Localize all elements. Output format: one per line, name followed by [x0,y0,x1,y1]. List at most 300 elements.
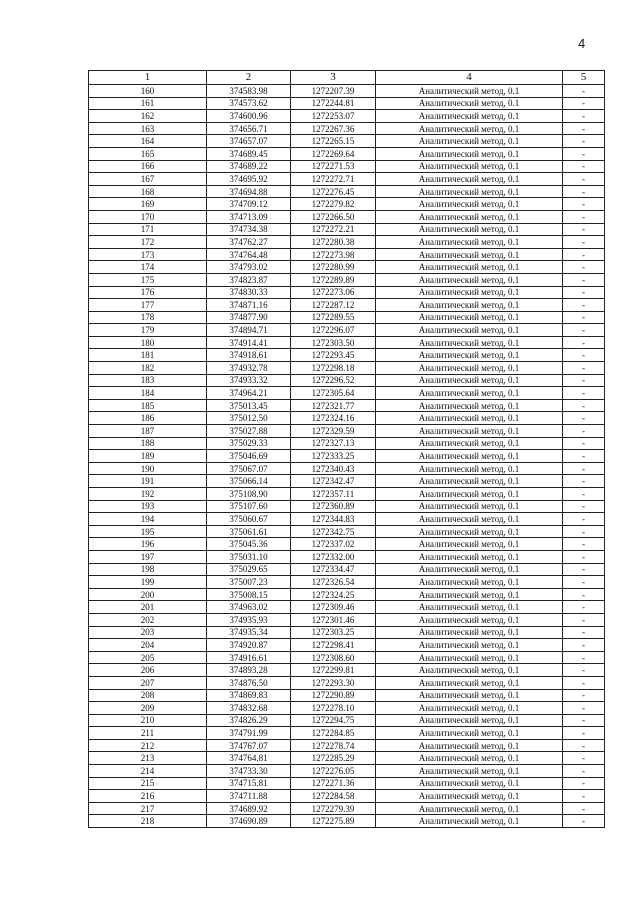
y-coordinate-cell: 1272284.85 [291,727,376,740]
x-coordinate-cell: 375046.69 [207,450,291,463]
point-number-cell: 177 [89,299,207,312]
method-cell: Аналитический метод, 0.1 [376,777,563,790]
method-cell: Аналитический метод, 0.1 [376,122,563,135]
x-coordinate-cell: 375066.14 [207,475,291,488]
method-cell: Аналитический метод, 0.1 [376,664,563,677]
method-cell: Аналитический метод, 0.1 [376,790,563,803]
point-number-cell: 218 [89,815,207,828]
note-cell: - [563,714,605,727]
table-row [89,525,605,538]
table-row [89,815,605,828]
y-coordinate-cell: 1272269.64 [291,147,376,160]
x-coordinate-cell: 374793.02 [207,261,291,274]
point-number-cell: 214 [89,765,207,778]
x-coordinate-cell: 374689.92 [207,802,291,815]
y-coordinate-cell: 1272357.11 [291,488,376,501]
table-row [89,336,605,349]
x-coordinate-cell: 375107.60 [207,500,291,513]
note-cell: - [563,475,605,488]
x-coordinate-cell: 374871.16 [207,299,291,312]
x-coordinate-cell: 374791.99 [207,727,291,740]
y-coordinate-cell: 1272280.99 [291,261,376,274]
note-cell: - [563,311,605,324]
method-cell: Аналитический метод, 0.1 [376,286,563,299]
method-cell: Аналитический метод, 0.1 [376,513,563,526]
note-cell: - [563,550,605,563]
point-number-cell: 183 [89,374,207,387]
point-number-cell: 204 [89,639,207,652]
header-col-2: 2 [207,71,291,85]
x-coordinate-cell: 374823.87 [207,273,291,286]
method-cell: Аналитический метод, 0.1 [376,752,563,765]
y-coordinate-cell: 1272305.64 [291,387,376,400]
method-cell: Аналитический метод, 0.1 [376,475,563,488]
table-row [89,248,605,261]
x-coordinate-cell: 374932.78 [207,362,291,375]
point-number-cell: 176 [89,286,207,299]
x-coordinate-cell: 374690.89 [207,815,291,828]
y-coordinate-cell: 1272324.16 [291,412,376,425]
table-row [89,85,605,98]
table-row [89,437,605,450]
method-cell: Аналитический метод, 0.1 [376,248,563,261]
point-number-cell: 192 [89,488,207,501]
y-coordinate-cell: 1272337.02 [291,538,376,551]
note-cell: - [563,651,605,664]
point-number-cell: 171 [89,223,207,236]
y-coordinate-cell: 1272278.10 [291,702,376,715]
x-coordinate-cell: 375060.67 [207,513,291,526]
x-coordinate-cell: 374964.21 [207,387,291,400]
y-coordinate-cell: 1272340.43 [291,462,376,475]
point-number-cell: 197 [89,550,207,563]
table-row [89,450,605,463]
note-cell: - [563,248,605,261]
x-coordinate-cell: 375031.10 [207,550,291,563]
point-number-cell: 181 [89,349,207,362]
method-cell: Аналитический метод, 0.1 [376,727,563,740]
table-row [89,299,605,312]
note-cell: - [563,110,605,123]
x-coordinate-cell: 375067.07 [207,462,291,475]
note-cell: - [563,374,605,387]
table-row [89,362,605,375]
table-row [89,664,605,677]
x-coordinate-cell: 375012.50 [207,412,291,425]
x-coordinate-cell: 375061.61 [207,525,291,538]
table-row [89,97,605,110]
table-row [89,399,605,412]
table-row [89,387,605,400]
table-row [89,739,605,752]
x-coordinate-cell: 374935.93 [207,613,291,626]
x-coordinate-cell: 374694.88 [207,185,291,198]
x-coordinate-cell: 375029.33 [207,437,291,450]
y-coordinate-cell: 1272309.46 [291,601,376,614]
y-coordinate-cell: 1272293.30 [291,676,376,689]
y-coordinate-cell: 1272266.50 [291,210,376,223]
x-coordinate-cell: 374764.48 [207,248,291,261]
y-coordinate-cell: 1272360.89 [291,500,376,513]
x-coordinate-cell: 374711.88 [207,790,291,803]
point-number-cell: 213 [89,752,207,765]
point-number-cell: 172 [89,236,207,249]
point-number-cell: 215 [89,777,207,790]
x-coordinate-cell: 374657.07 [207,135,291,148]
note-cell: - [563,500,605,513]
note-cell: - [563,450,605,463]
note-cell: - [563,563,605,576]
x-coordinate-cell: 374689.45 [207,147,291,160]
note-cell: - [563,601,605,614]
point-number-cell: 170 [89,210,207,223]
method-cell: Аналитический метод, 0.1 [376,349,563,362]
table-row [89,588,605,601]
note-cell: - [563,147,605,160]
y-coordinate-cell: 1272303.50 [291,336,376,349]
y-coordinate-cell: 1272267.36 [291,122,376,135]
note-cell: - [563,664,605,677]
table-row [89,223,605,236]
y-coordinate-cell: 1272308.60 [291,651,376,664]
point-number-cell: 163 [89,122,207,135]
y-coordinate-cell: 1272272.71 [291,173,376,186]
point-number-cell: 198 [89,563,207,576]
header-col-1: 1 [89,71,207,85]
table-row [89,110,605,123]
point-number-cell: 162 [89,110,207,123]
method-cell: Аналитический метод, 0.1 [376,714,563,727]
table-row [89,135,605,148]
note-cell: - [563,790,605,803]
method-cell: Аналитический метод, 0.1 [376,765,563,778]
x-coordinate-cell: 374764.81 [207,752,291,765]
y-coordinate-cell: 1272289.89 [291,273,376,286]
point-number-cell: 189 [89,450,207,463]
x-coordinate-cell: 374963.02 [207,601,291,614]
point-number-cell: 184 [89,387,207,400]
note-cell: - [563,639,605,652]
method-cell: Аналитический метод, 0.1 [376,450,563,463]
y-coordinate-cell: 1272333.25 [291,450,376,463]
note-cell: - [563,802,605,815]
table-row [89,412,605,425]
method-cell: Аналитический метод, 0.1 [376,815,563,828]
note-cell: - [563,97,605,110]
point-number-cell: 199 [89,576,207,589]
method-cell: Аналитический метод, 0.1 [376,500,563,513]
table-row [89,147,605,160]
point-number-cell: 217 [89,802,207,815]
y-coordinate-cell: 1272244.81 [291,97,376,110]
note-cell: - [563,85,605,98]
note-cell: - [563,286,605,299]
y-coordinate-cell: 1272289.55 [291,311,376,324]
method-cell: Аналитический метод, 0.1 [376,588,563,601]
point-number-cell: 209 [89,702,207,715]
table-row [89,727,605,740]
table-row [89,425,605,438]
method-cell: Аналитический метод, 0.1 [376,173,563,186]
point-number-cell: 187 [89,425,207,438]
y-coordinate-cell: 1272321.77 [291,399,376,412]
x-coordinate-cell: 374734.38 [207,223,291,236]
y-coordinate-cell: 1272298.18 [291,362,376,375]
x-coordinate-cell: 374869.83 [207,689,291,702]
table-row [89,802,605,815]
method-cell: Аналитический метод, 0.1 [376,437,563,450]
y-coordinate-cell: 1272332.00 [291,550,376,563]
x-coordinate-cell: 374918.61 [207,349,291,362]
table-row [89,765,605,778]
point-number-cell: 173 [89,248,207,261]
method-cell: Аналитический метод, 0.1 [376,626,563,639]
method-cell: Аналитический метод, 0.1 [376,613,563,626]
note-cell: - [563,198,605,211]
note-cell: - [563,437,605,450]
method-cell: Аналитический метод, 0.1 [376,147,563,160]
y-coordinate-cell: 1272285.29 [291,752,376,765]
note-cell: - [563,324,605,337]
y-coordinate-cell: 1272276.45 [291,185,376,198]
x-coordinate-cell: 374876.50 [207,676,291,689]
y-coordinate-cell: 1272298.41 [291,639,376,652]
note-cell: - [563,752,605,765]
y-coordinate-cell: 1272275.89 [291,815,376,828]
table-row [89,311,605,324]
method-cell: Аналитический метод, 0.1 [376,273,563,286]
point-number-cell: 174 [89,261,207,274]
method-cell: Аналитический метод, 0.1 [376,651,563,664]
y-coordinate-cell: 1272253.07 [291,110,376,123]
point-number-cell: 206 [89,664,207,677]
x-coordinate-cell: 375045.36 [207,538,291,551]
point-number-cell: 188 [89,437,207,450]
note-cell: - [563,588,605,601]
note-cell: - [563,160,605,173]
table-row [89,626,605,639]
table-row [89,714,605,727]
method-cell: Аналитический метод, 0.1 [376,525,563,538]
method-cell: Аналитический метод, 0.1 [376,425,563,438]
x-coordinate-cell: 374893.28 [207,664,291,677]
x-coordinate-cell: 374914.41 [207,336,291,349]
note-cell: - [563,513,605,526]
note-cell: - [563,689,605,702]
table-row [89,273,605,286]
point-number-cell: 208 [89,689,207,702]
x-coordinate-cell: 374832.68 [207,702,291,715]
x-coordinate-cell: 375008.15 [207,588,291,601]
point-number-cell: 167 [89,173,207,186]
y-coordinate-cell: 1272327.13 [291,437,376,450]
point-number-cell: 200 [89,588,207,601]
x-coordinate-cell: 374573.62 [207,97,291,110]
method-cell: Аналитический метод, 0.1 [376,689,563,702]
x-coordinate-cell: 374894.71 [207,324,291,337]
x-coordinate-cell: 374709.12 [207,198,291,211]
method-cell: Аналитический метод, 0.1 [376,336,563,349]
point-number-cell: 216 [89,790,207,803]
table-row [89,752,605,765]
x-coordinate-cell: 374715.81 [207,777,291,790]
y-coordinate-cell: 1272278.74 [291,739,376,752]
point-number-cell: 180 [89,336,207,349]
header-col-3: 3 [291,71,376,85]
table-row [89,349,605,362]
table-row [89,185,605,198]
table-row [89,613,605,626]
table-row [89,500,605,513]
note-cell: - [563,336,605,349]
y-coordinate-cell: 1272287.12 [291,299,376,312]
method-cell: Аналитический метод, 0.1 [376,576,563,589]
point-number-cell: 210 [89,714,207,727]
y-coordinate-cell: 1272207.39 [291,85,376,98]
table-row [89,324,605,337]
note-cell: - [563,765,605,778]
x-coordinate-cell: 375007.23 [207,576,291,589]
point-number-cell: 202 [89,613,207,626]
point-number-cell: 212 [89,739,207,752]
table-row [89,676,605,689]
note-cell: - [563,236,605,249]
table-row [89,173,605,186]
y-coordinate-cell: 1272273.06 [291,286,376,299]
note-cell: - [563,387,605,400]
y-coordinate-cell: 1272296.07 [291,324,376,337]
point-number-cell: 203 [89,626,207,639]
y-coordinate-cell: 1272284.58 [291,790,376,803]
method-cell: Аналитический метод, 0.1 [376,362,563,375]
y-coordinate-cell: 1272293.45 [291,349,376,362]
table-row [89,576,605,589]
note-cell: - [563,362,605,375]
point-number-cell: 160 [89,85,207,98]
note-cell: - [563,135,605,148]
table-row [89,286,605,299]
method-cell: Аналитический метод, 0.1 [376,387,563,400]
method-cell: Аналитический метод, 0.1 [376,223,563,236]
y-coordinate-cell: 1272303.25 [291,626,376,639]
header-row [89,71,605,85]
note-cell: - [563,210,605,223]
x-coordinate-cell: 374935.34 [207,626,291,639]
method-cell: Аналитический метод, 0.1 [376,85,563,98]
y-coordinate-cell: 1272294.75 [291,714,376,727]
x-coordinate-cell: 375027.88 [207,425,291,438]
method-cell: Аналитический метод, 0.1 [376,374,563,387]
table-row [89,790,605,803]
method-cell: Аналитический метод, 0.1 [376,135,563,148]
point-number-cell: 194 [89,513,207,526]
note-cell: - [563,173,605,186]
point-number-cell: 186 [89,412,207,425]
note-cell: - [563,425,605,438]
table-row [89,538,605,551]
point-number-cell: 205 [89,651,207,664]
note-cell: - [563,261,605,274]
x-coordinate-cell: 374830.33 [207,286,291,299]
point-number-cell: 185 [89,399,207,412]
note-cell: - [563,462,605,475]
x-coordinate-cell: 374713.09 [207,210,291,223]
y-coordinate-cell: 1272296.52 [291,374,376,387]
point-number-cell: 201 [89,601,207,614]
method-cell: Аналитический метод, 0.1 [376,538,563,551]
y-coordinate-cell: 1272329.59 [291,425,376,438]
method-cell: Аналитический метод, 0.1 [376,601,563,614]
method-cell: Аналитический метод, 0.1 [376,462,563,475]
y-coordinate-cell: 1272342.47 [291,475,376,488]
note-cell: - [563,349,605,362]
x-coordinate-cell: 374689.22 [207,160,291,173]
page-number: 4 [578,36,586,51]
note-cell: - [563,412,605,425]
method-cell: Аналитический метод, 0.1 [376,412,563,425]
point-number-cell: 161 [89,97,207,110]
note-cell: - [563,777,605,790]
x-coordinate-cell: 374583.98 [207,85,291,98]
method-cell: Аналитический метод, 0.1 [376,160,563,173]
point-number-cell: 182 [89,362,207,375]
note-cell: - [563,676,605,689]
method-cell: Аналитический метод, 0.1 [376,639,563,652]
method-cell: Аналитический метод, 0.1 [376,236,563,249]
x-coordinate-cell: 375029.65 [207,563,291,576]
y-coordinate-cell: 1272271.36 [291,777,376,790]
x-coordinate-cell: 374695.92 [207,173,291,186]
x-coordinate-cell: 374933.32 [207,374,291,387]
point-number-cell: 164 [89,135,207,148]
x-coordinate-cell: 374733.30 [207,765,291,778]
table-row [89,122,605,135]
y-coordinate-cell: 1272324.25 [291,588,376,601]
method-cell: Аналитический метод, 0.1 [376,185,563,198]
y-coordinate-cell: 1272276.05 [291,765,376,778]
y-coordinate-cell: 1272265.15 [291,135,376,148]
method-cell: Аналитический метод, 0.1 [376,399,563,412]
note-cell: - [563,399,605,412]
note-cell: - [563,538,605,551]
method-cell: Аналитический метод, 0.1 [376,110,563,123]
table-row [89,462,605,475]
method-cell: Аналитический метод, 0.1 [376,261,563,274]
table-row [89,689,605,702]
method-cell: Аналитический метод, 0.1 [376,550,563,563]
note-cell: - [563,702,605,715]
point-number-cell: 166 [89,160,207,173]
table-body [89,85,605,828]
method-cell: Аналитический метод, 0.1 [376,324,563,337]
method-cell: Аналитический метод, 0.1 [376,210,563,223]
y-coordinate-cell: 1272299.81 [291,664,376,677]
y-coordinate-cell: 1272342.75 [291,525,376,538]
y-coordinate-cell: 1272279.82 [291,198,376,211]
y-coordinate-cell: 1272344.83 [291,513,376,526]
table-row [89,513,605,526]
table-row [89,198,605,211]
method-cell: Аналитический метод, 0.1 [376,563,563,576]
table-row [89,488,605,501]
point-number-cell: 168 [89,185,207,198]
note-cell: - [563,299,605,312]
method-cell: Аналитический метод, 0.1 [376,702,563,715]
method-cell: Аналитический метод, 0.1 [376,97,563,110]
point-number-cell: 178 [89,311,207,324]
y-coordinate-cell: 1272272.21 [291,223,376,236]
table-row [89,475,605,488]
